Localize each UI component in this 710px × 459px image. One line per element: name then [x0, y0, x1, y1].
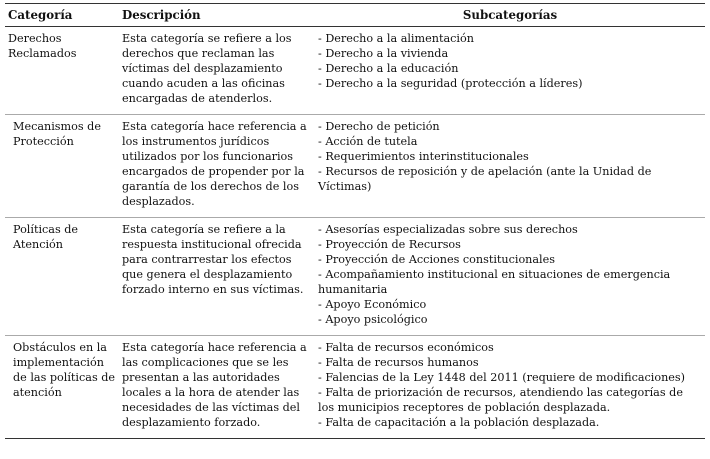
table-row — [5, 218, 705, 336]
header-category: Categoría — [5, 4, 119, 27]
subcategory-list — [318, 222, 702, 327]
subcategory-list — [318, 119, 702, 194]
subcategory-list — [318, 31, 702, 91]
table-row — [5, 336, 705, 439]
subcategory-item: - Falta de capacitación a la población desplazada. — [318, 416, 600, 429]
table-row — [5, 115, 705, 218]
subcategory-item: - Falencias de la Ley 1448 del 2011 (requiere de modificaciones) — [318, 371, 686, 384]
description-cell: Esta categoría hace referencia a los instrumentos jurídicos utilizados por los funcionarios encargados de propender por la garantía de los derechos de los desplazados. — [119, 115, 315, 218]
description-cell: Esta categoría se refiere a los derechos que reclaman las víctimas del desplazamiento cuando acuden a las oficinas encargadas de atenderlos. — [119, 27, 315, 115]
subcategory-item: - Asesorías especializadas sobre sus derechos — [318, 223, 578, 236]
subcategory-item: - Acción de tutela — [318, 135, 418, 148]
categories-table — [5, 3, 705, 439]
subcategory-item: - Falta de recursos humanos — [318, 356, 479, 369]
subcategory-item: - Proyección de Recursos — [318, 238, 461, 251]
subcategory-item: - Falta de priorización de recursos, atendiendo las categorías de los municipios receptores de población desplazada. — [318, 386, 683, 414]
subcategories-cell — [315, 115, 705, 218]
subcategory-item: - Apoyo Económico — [318, 298, 427, 311]
subcategory-item: - Derecho a la alimentación — [318, 32, 474, 45]
subcategories-cell — [315, 218, 705, 336]
category-cell: Derechos Reclamados — [5, 27, 119, 115]
subcategory-item: - Requerimientos interinstitucionales — [318, 150, 529, 163]
subcategories-cell — [315, 336, 705, 439]
category-cell: Mecanismos de Protección — [5, 115, 119, 218]
subcategory-item: - Derecho a la vivienda — [318, 47, 449, 60]
subcategory-item: - Recursos de reposición y de apelación (ante la Unidad de Víctimas) — [318, 165, 652, 193]
header-subcategories: Subcategorías — [315, 4, 705, 27]
description-cell: Esta categoría se refiere a la respuesta institucional ofrecida para contrarrestar los efectos que genera el desplazamiento forzado interno en sus víctimas. — [119, 218, 315, 336]
subcategory-item: - Derecho a la educación — [318, 62, 459, 75]
subcategory-item: - Derecho a la seguridad (protección a líderes) — [318, 77, 583, 90]
category-cell: Políticas de Atención — [5, 218, 119, 336]
header-description: Descripción — [119, 4, 315, 27]
subcategories-cell — [315, 27, 705, 115]
subcategory-item: - Apoyo psicológico — [318, 313, 428, 326]
subcategory-item: - Acompañamiento institucional en situaciones de emergencia humanitaria — [318, 268, 671, 296]
subcategory-item: - Falta de recursos económicos — [318, 341, 494, 354]
table-row — [5, 27, 705, 115]
subcategory-item: - Derecho de petición — [318, 120, 440, 133]
description-cell: Esta categoría hace referencia a las complicaciones que se les presentan a las autoridades locales a la hora de atender las necesidades de las víctimas del desplazamiento forzado. — [119, 336, 315, 439]
subcategory-list — [318, 340, 702, 430]
header-row — [5, 4, 705, 27]
category-cell: Obstáculos en la implementación de las políticas de atención — [5, 336, 119, 439]
subcategory-item: - Proyección de Acciones constitucionales — [318, 253, 555, 266]
